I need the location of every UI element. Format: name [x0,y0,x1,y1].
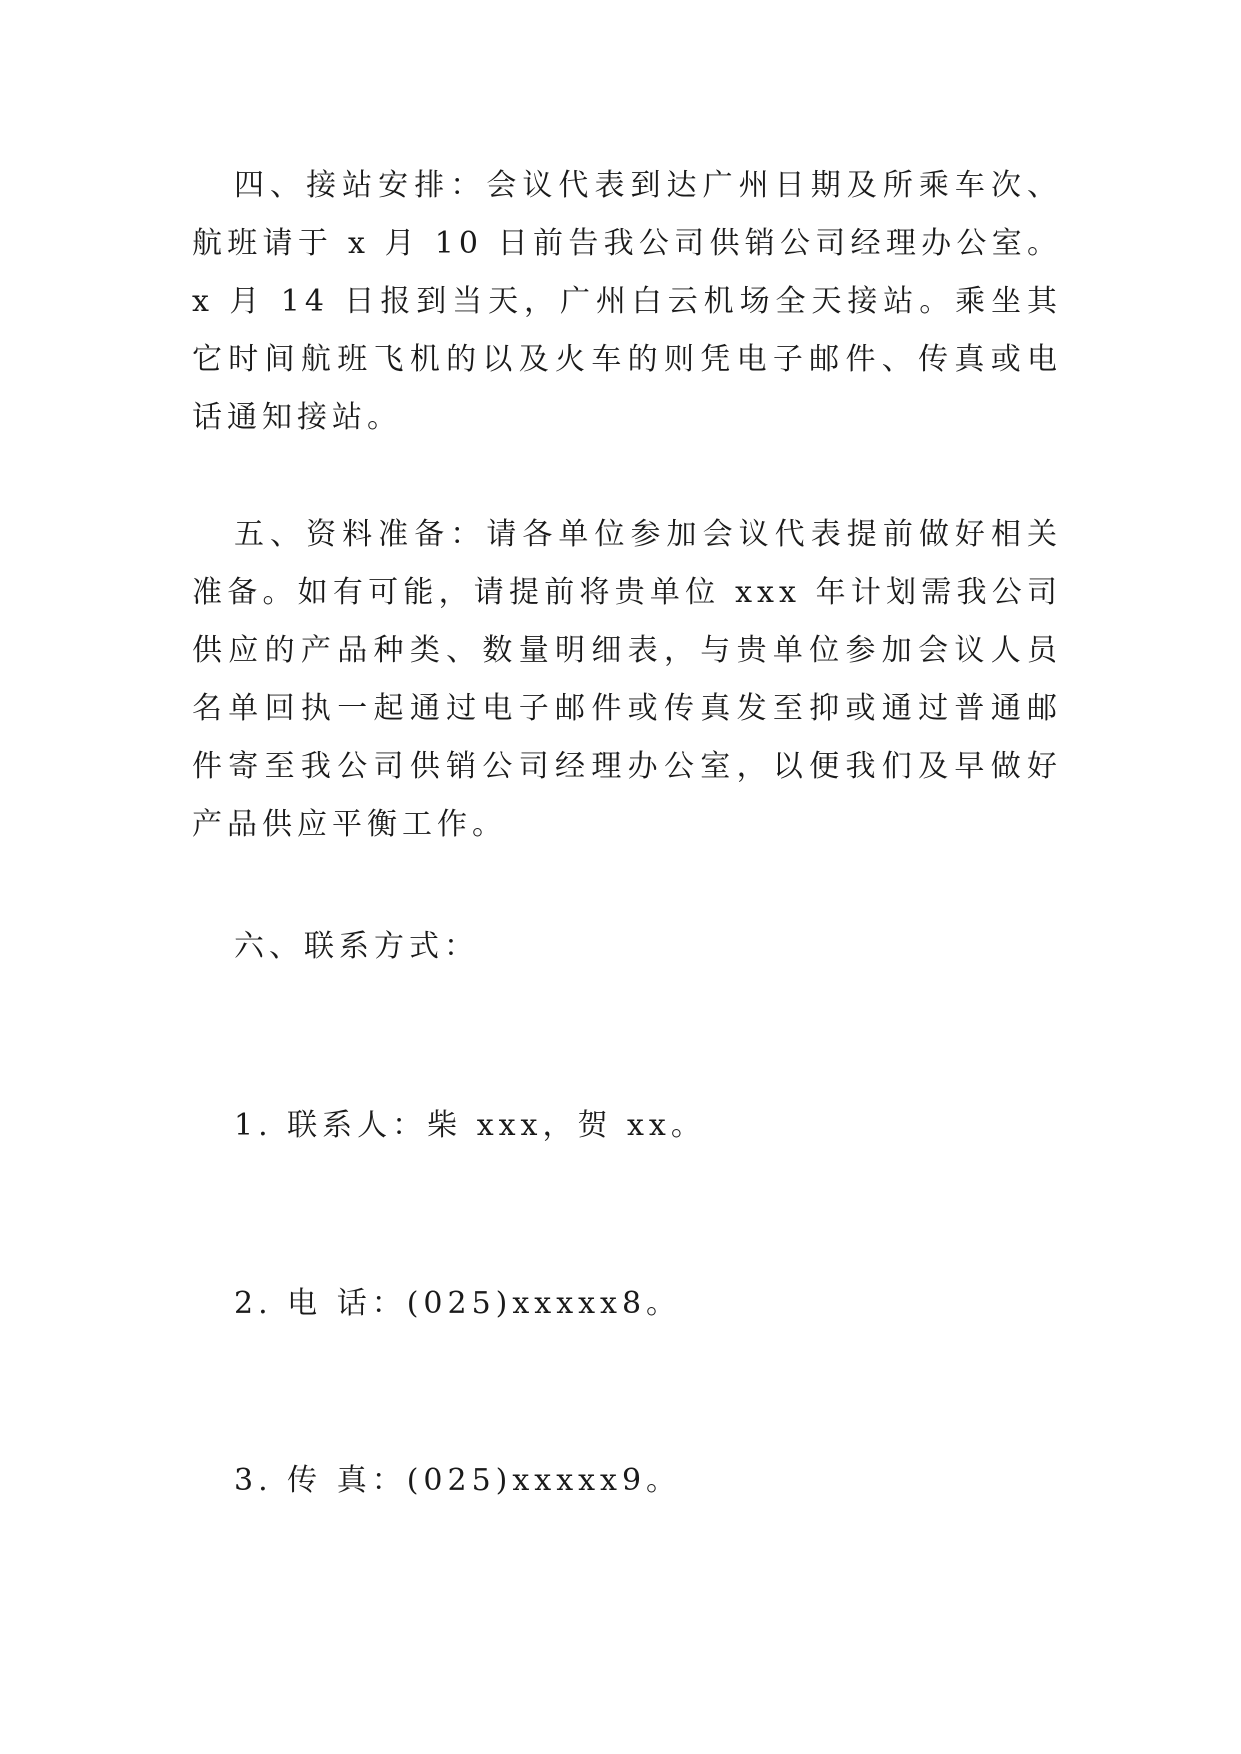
section-materials-preparation: 五、资料准备：请各单位参加会议代表提前做好相关准备。如有可能，请提前将贵单位 xxx 年计划需我公司供应的产品种类、数量明细表，与贵单位参加会议人员名单回执一起通过电子邮件或传真发至抑或通过普通邮件寄至我公司供销公司经理办公室，以便我们及早做好产品供应平衡工作。 [192,517,1062,842]
contact-phone: 2. 电 话：(025)xxxxx8。 [234,1286,682,1321]
contact-person: 1. 联系人：柴 xxx，贺 xx。 [234,1108,706,1143]
contact-fax: 3. 传 真：(025)xxxxx9。 [234,1463,682,1498]
section-contact-heading: 六、联系方式： [234,929,479,964]
section-arrival-arrangement: 四、接站安排：会议代表到达广州日期及所乘车次、航班请于 x 月 10 日前告我公司供销公司经理办公室。x 月 14 日报到当天，广州白云机场全天接站。乘坐其它时间航班飞机的以及火车的则凭电子邮件、传真或电话通知接站。 [192,168,1062,435]
